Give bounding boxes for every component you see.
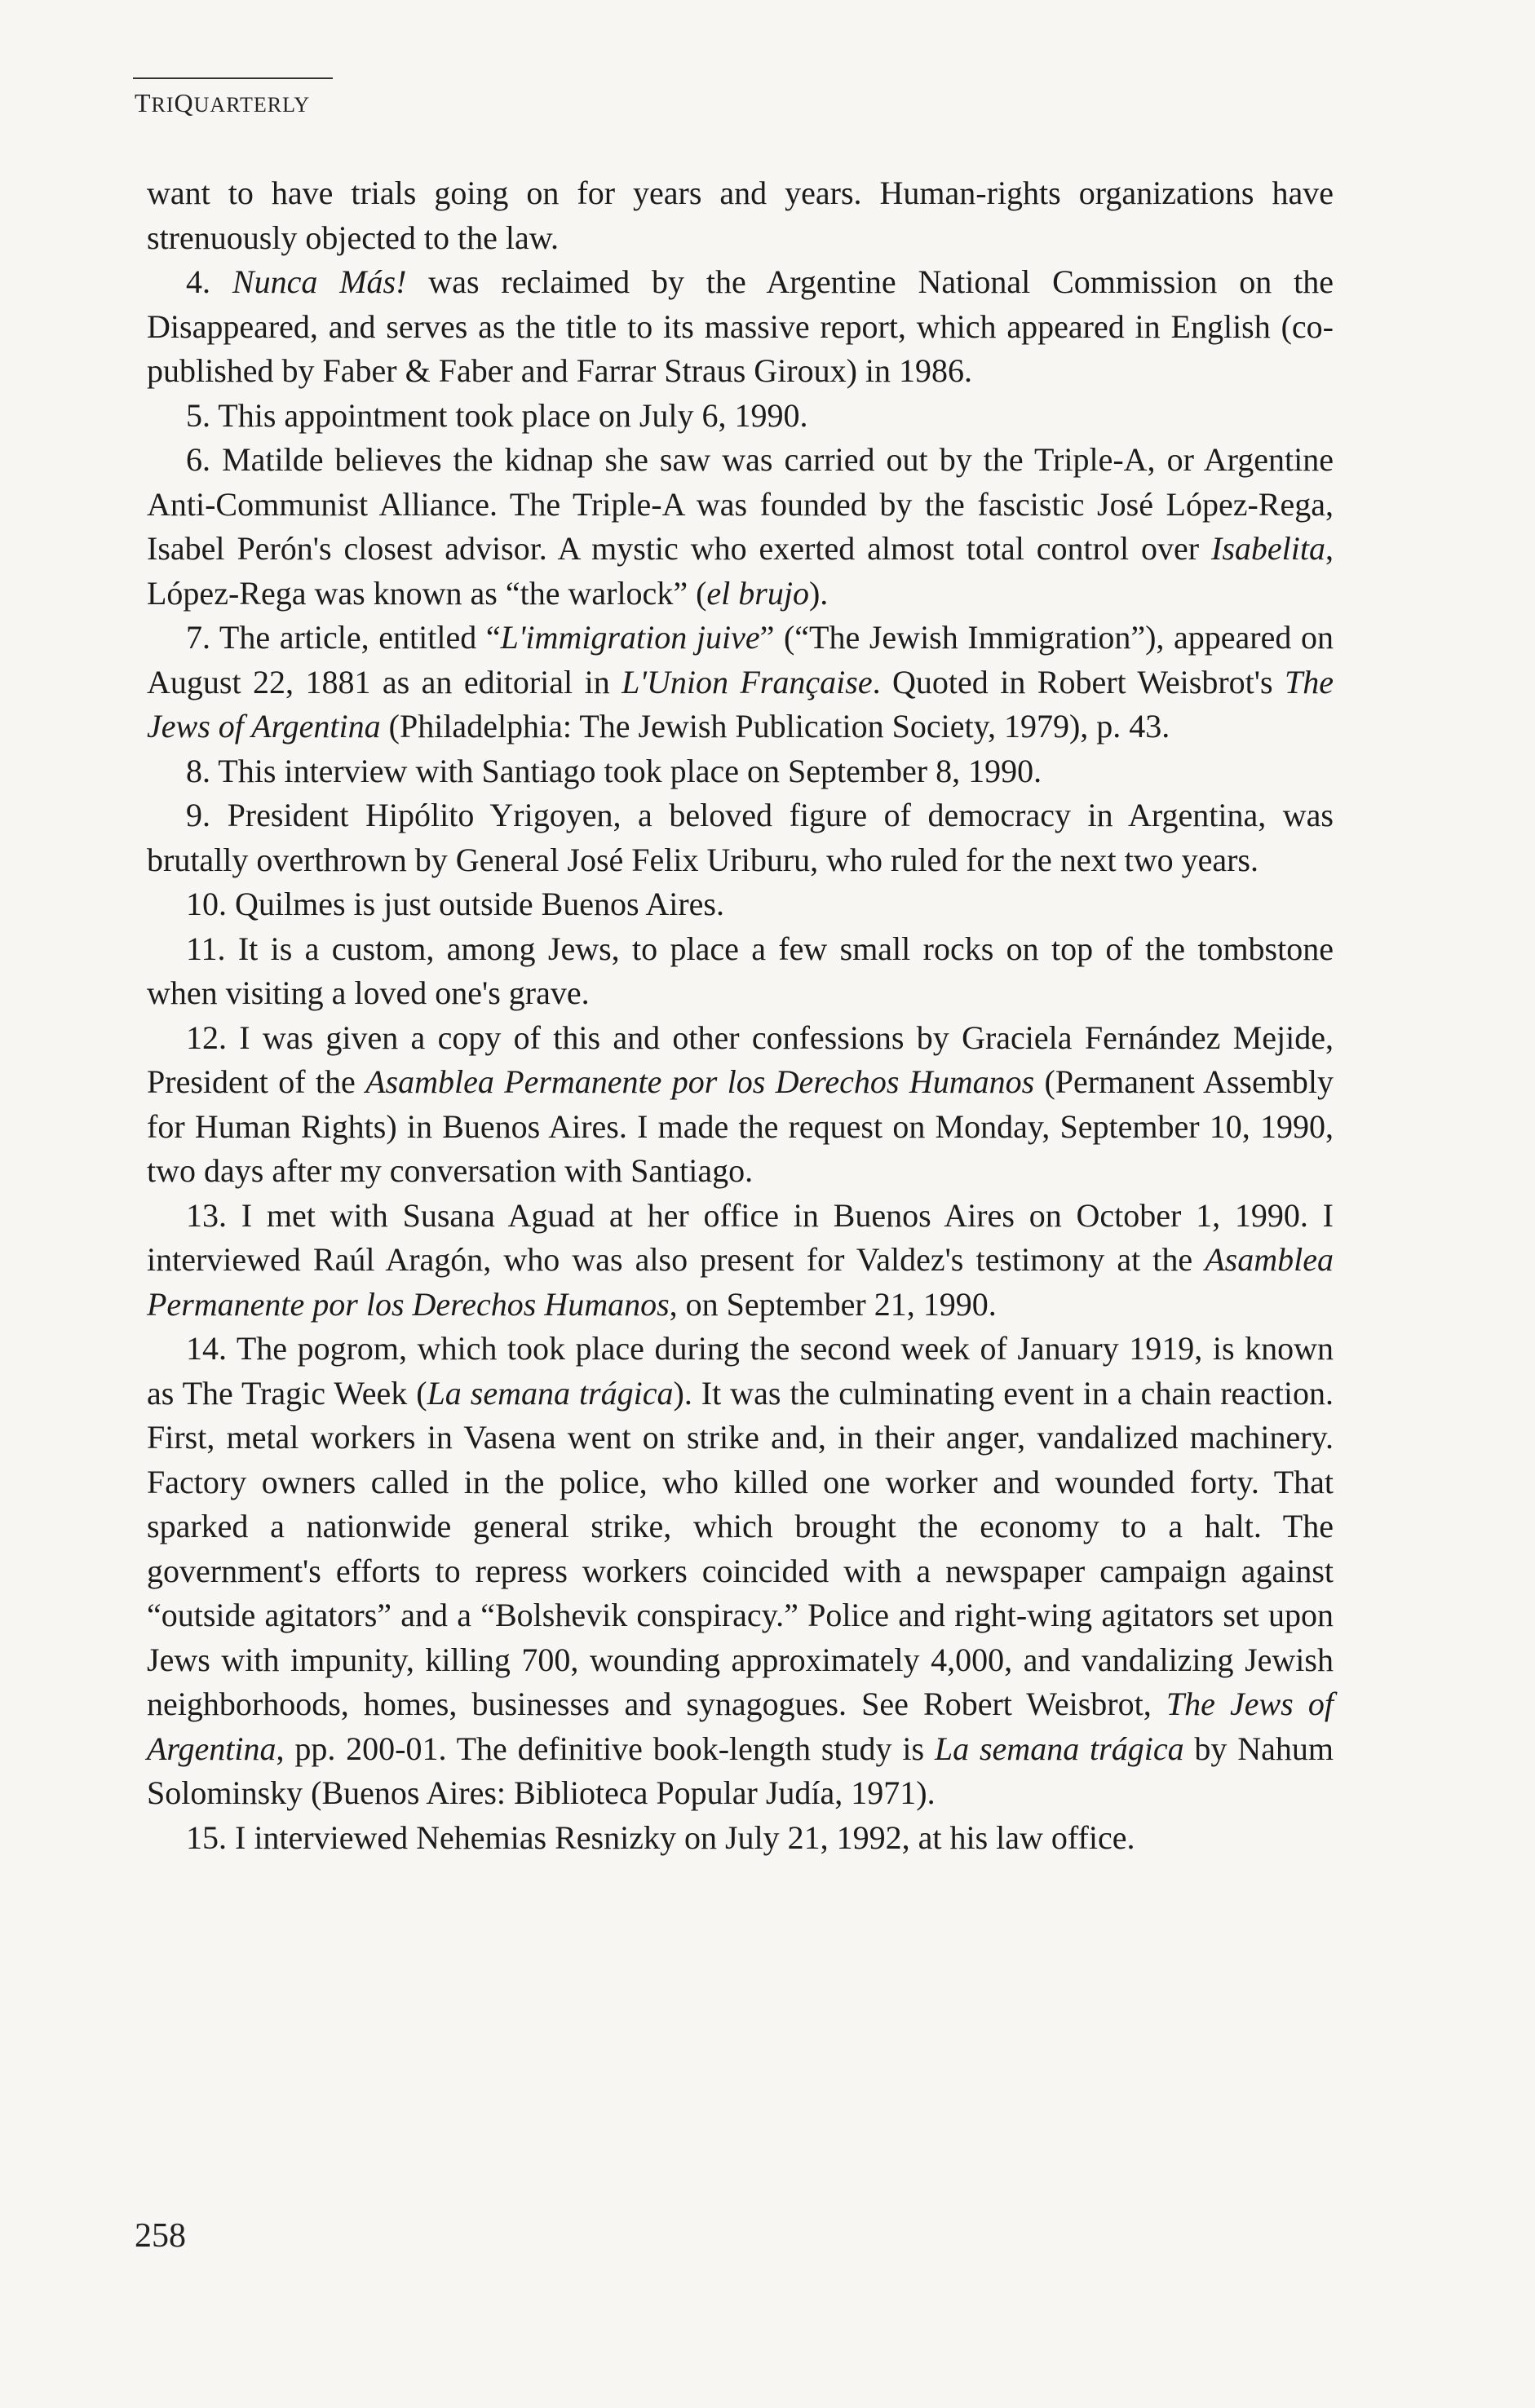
note-7-article-title: L'immigration juive — [500, 619, 760, 656]
note-7-newspaper: L'Union Française — [622, 663, 873, 700]
running-head — [135, 88, 310, 118]
note-6-el-brujo: el brujo — [706, 574, 809, 612]
note-13-b: , on September 21, 1990. — [669, 1285, 997, 1323]
journal-smallcaps-1: RI — [151, 93, 175, 117]
note-12-organization: Asamblea Permanente por los Derechos Humanos — [365, 1063, 1035, 1100]
note-7-book: The Jews of Argentina — [147, 663, 1334, 744]
note-13-organization: Asamblea Permanente por los Derechos Humanos — [147, 1241, 1334, 1323]
note-12 — [147, 1016, 1334, 1194]
page-number: 258 — [135, 2217, 186, 2255]
note-8: 8. This interview with Santiago took place on September 8, 1990. — [186, 752, 1042, 789]
note-4 — [147, 260, 1334, 394]
note-7-a: 7. The article, entitled “ — [186, 619, 501, 656]
note-14-d: by Nahum Solominsky (Buenos Aires: Biblioteca Popular Judía, 1971). — [147, 1730, 1334, 1811]
note-12-b: (Permanent Assembly for Human Rights) in Buenos Aires. I made the request on Monday, September 10, 1990, two days after my conversation with Santiago. — [147, 1063, 1334, 1189]
note-6-isabelita: Isabelita — [1211, 530, 1325, 567]
journal-smallcaps-2: UARTERLY — [193, 93, 311, 117]
journal-initial-q: Q — [174, 88, 194, 117]
note-4-title: Nunca Más! — [232, 263, 407, 300]
note-7 — [147, 616, 1334, 749]
note-7-d: (Philadelphia: The Jewish Publication Society, 1979), p. 43. — [380, 708, 1170, 744]
note-15: 15. I interviewed Nehemias Resnizky on July 21, 1992, at his law office. — [186, 1818, 1135, 1856]
note-14-semana-tragica: La semana trágica — [427, 1374, 674, 1412]
note-14-book: The Jews of Argentina — [147, 1686, 1334, 1767]
note-6-text: 6. Matilde believes the kidnap she saw was carried out by the Triple-A, or Argentine Anti-Communist Alliance. The Triple-A was founded by the fascistic José López-Rega, Isabel Perón's closest advisor. A mystic who exerted almost total control over — [147, 441, 1334, 567]
note-14 — [147, 1327, 1334, 1816]
note-3-continuation: want to have trials going on for years and years. Human-rights organizations have strenuously objected to the law. — [147, 175, 1334, 256]
note-10: 10. Quilmes is just outside Buenos Aires. — [186, 886, 724, 922]
note-13 — [147, 1194, 1334, 1328]
endnotes — [147, 171, 1334, 1860]
note-14-a: 14. The pogrom, which took place during the second week of January 1919, is known as The Tragic Week ( — [147, 1330, 1334, 1412]
note-12-a: 12. I was given a copy of this and other confessions by Graciela Fernández Mejide, President of the — [147, 1018, 1334, 1100]
note-5: 5. This appointment took place on July 6, 1990. — [186, 396, 808, 434]
note-7-b: ” (“The Jewish Immigration”), appeared on August 22, 1881 as an editorial in — [147, 619, 1334, 700]
note-6-text3: ). — [808, 574, 829, 612]
note-14-c: , pp. 200-01. The definitive book-length study is — [276, 1730, 935, 1767]
note-4-number: 4. — [186, 263, 210, 300]
note-6-text2: , López-Rega was known as “the warlock” ( — [147, 530, 1334, 612]
journal-initial-t: T — [135, 88, 152, 117]
note-14-b: ). It was the culminating event in a chain reaction. First, metal workers in Vasena went on strike and, in their anger, vandalized machinery. Factory owners called in the police, who killed one worker and wounded forty. That sparked a nationwide general strike, which brought the economy to a halt. The government's efforts to repress workers coincided with a newspaper campaign against “outside agitators” and a “Bolshevik conspiracy.” Police and right-wing agitators set upon Jews with impunity, killing 700, wounding approximately 4,000, and vandalizing Jewish neighborhoods, homes, businesses and synagogues. See Robert Weisbrot, — [147, 1374, 1334, 1722]
note-6 — [147, 438, 1334, 616]
note-13-a: 13. I met with Susana Aguad at her office in Buenos Aires on October 1, 1990. I interviewed Raúl Aragón, who was also present for Valdez's testimony at the — [147, 1196, 1334, 1278]
running-head-rule — [133, 77, 333, 79]
note-11: 11. It is a custom, among Jews, to place a few small rocks on top of the tombstone when visiting a loved one's grave. — [147, 930, 1334, 1011]
note-7-c: . Quoted in Robert Weisbrot's — [872, 663, 1285, 700]
note-9: 9. President Hipólito Yrigoyen, a beloved figure of democracy in Argentina, was brutally overthrown by General José Felix Uriburu, who ruled for the next two years. — [147, 797, 1334, 878]
note-14-study: La semana trágica — [934, 1730, 1184, 1767]
note-4-text: was reclaimed by the Argentine National Commission on the Disappeared, and serves as the title to its massive report, which appeared in English (co-published by Faber & Faber and Farrar Straus Giroux) in 1986. — [147, 263, 1334, 389]
